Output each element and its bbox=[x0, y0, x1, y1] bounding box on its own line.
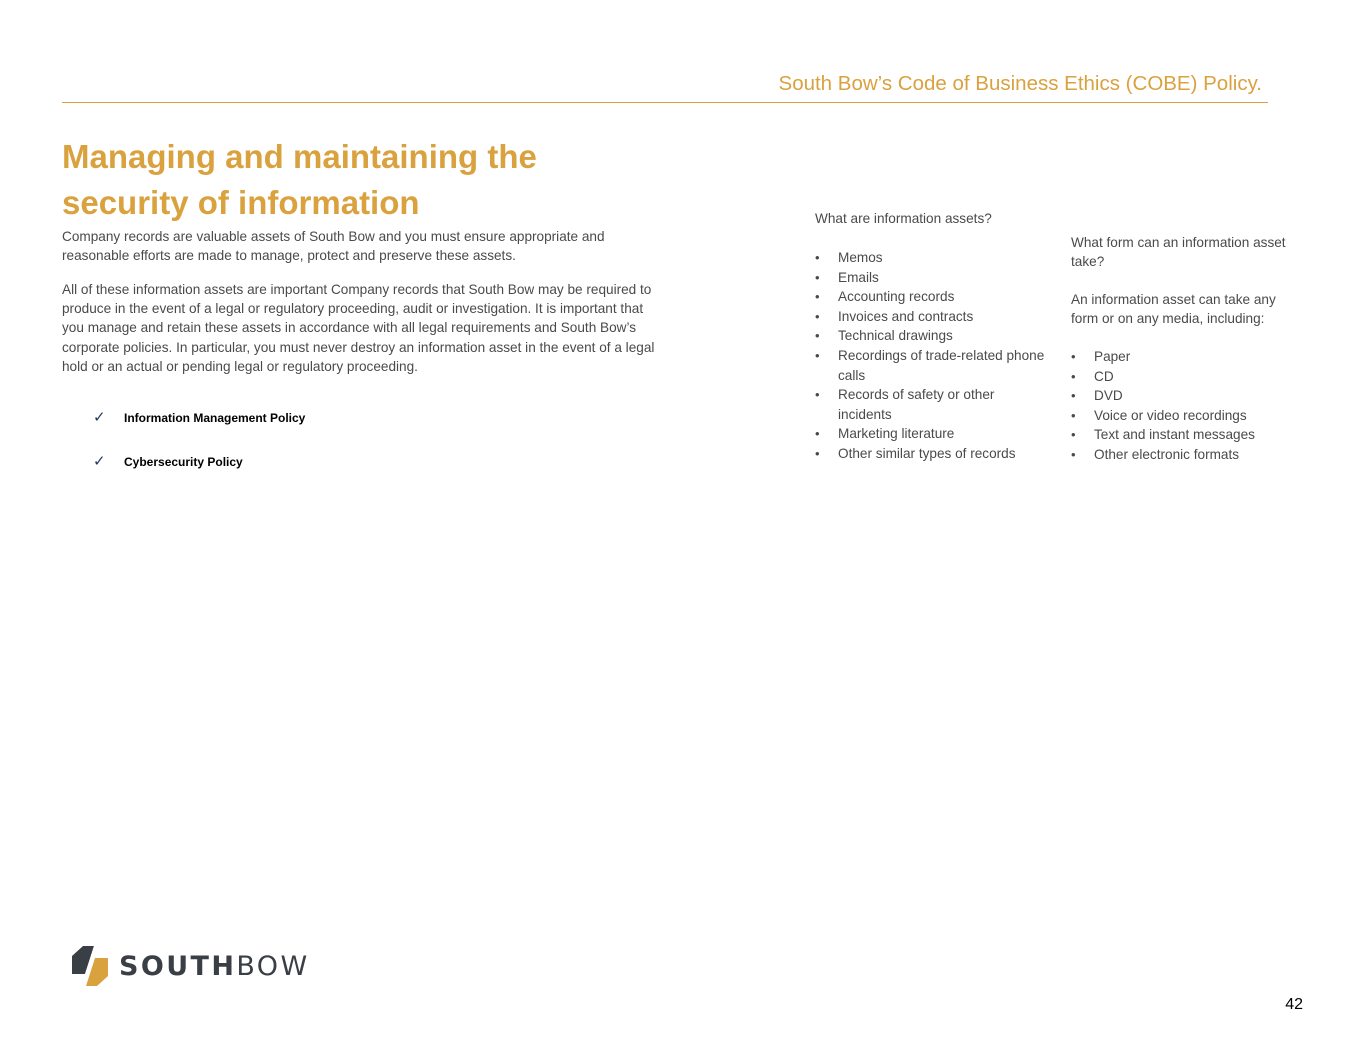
information-assets-list bbox=[815, 248, 1045, 464]
check-icon: ✓ bbox=[93, 453, 106, 470]
list-item: • Other similar types of records bbox=[815, 444, 1045, 464]
cybersecurity-policy-link[interactable]: Cybersecurity Policy bbox=[124, 455, 243, 469]
list-item: • Voice or video recordings bbox=[1071, 406, 1301, 426]
list-item: • Recordings of trade-related phone calls bbox=[815, 346, 1045, 385]
logo-wordmark bbox=[119, 951, 310, 982]
list-item: • Invoices and contracts bbox=[815, 307, 1045, 327]
header-divider bbox=[62, 102, 1268, 103]
list-item: • Memos bbox=[815, 248, 1045, 268]
information-management-policy-link[interactable]: Information Management Policy bbox=[124, 411, 306, 425]
check-icon: ✓ bbox=[93, 409, 106, 426]
information-assets-question: What are information assets? bbox=[815, 211, 992, 226]
southbow-logo bbox=[70, 944, 310, 988]
list-item: • CD bbox=[1071, 367, 1301, 387]
logo-wordmark-light: BOW bbox=[236, 950, 310, 982]
list-item: • Paper bbox=[1071, 347, 1301, 367]
list-item: • Records of safety or other incidents bbox=[815, 385, 1045, 424]
intro-paragraph: Company records are valuable assets of South Bow and you must ensure appropriate and reasonable efforts are made to manage, protect and preserve these assets. bbox=[62, 229, 605, 264]
section-heading: Managing and maintaining the security of information bbox=[62, 138, 537, 221]
list-item: • Text and instant messages bbox=[1071, 425, 1301, 445]
southbow-logo-icon bbox=[70, 944, 110, 988]
retention-paragraph: All of these information assets are important Company records that South Bow may be required to produce in the event of a legal or regulatory proceeding, audit or investigation. It is important that you manage and retain these assets in accordance with all legal requirements and South Bow’s corporate policies. In particular, you must never destroy an information asset in the event of a legal hold or an actual or pending legal or regulatory proceeding. bbox=[62, 282, 655, 374]
list-item: • DVD bbox=[1071, 386, 1301, 406]
policy-link-item bbox=[93, 452, 305, 496]
document-header-title: South Bow’s Code of Business Ethics (COBE) Policy. bbox=[778, 72, 1262, 95]
policy-links-list bbox=[93, 408, 305, 496]
asset-form-question: What form can an information asset take? bbox=[1071, 235, 1286, 270]
policy-link-item bbox=[93, 408, 305, 452]
asset-form-answer: An information asset can take any form or on any media, including: bbox=[1071, 292, 1276, 327]
page-number: 42 bbox=[1285, 996, 1303, 1013]
asset-forms-list bbox=[1071, 347, 1301, 465]
list-item: • Emails bbox=[815, 268, 1045, 288]
list-item: • Accounting records bbox=[815, 287, 1045, 307]
logo-wordmark-bold: SOUTH bbox=[119, 950, 237, 982]
list-item: • Technical drawings bbox=[815, 326, 1045, 346]
list-item: • Marketing literature bbox=[815, 424, 1045, 444]
list-item: • Other electronic formats bbox=[1071, 445, 1301, 465]
